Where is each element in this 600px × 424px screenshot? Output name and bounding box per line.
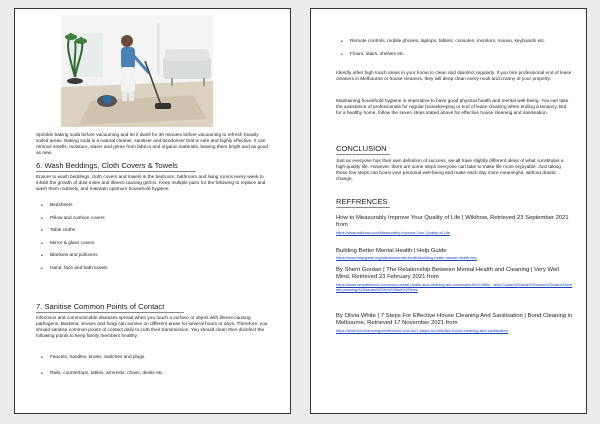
section-6-paragraph: Ensure to wash beddings, cloth covers and towels in the bedroom, bathroom and living rooms every week to inhibit the growth of dust mites and illness-causing germs. Keep multiple pairs for the following to replace and wash them routinely, and maintain optimum household hygiene. <box>36 175 266 193</box>
reference-link[interactable]: https://www.verywellmind.com/how-mental-health-and-cleaning-are-connected-5097496#:~:text=Clutter%20and%20mess%20can%20create,pressing%20issues%20in%20their%20lives <box>336 281 573 292</box>
list-item: • Rails, countertops, tables, armrests, chairs, desks etc. <box>36 371 272 377</box>
contact-points-list-continued <box>336 39 573 58</box>
list-item: • Remote controls, mobile phones, laptops, tablets, consoles, monitors, mouse, keyboards etc. <box>336 39 573 45</box>
list-item: • Mirror & glass covers <box>36 241 272 247</box>
reference-entry <box>336 215 573 235</box>
list-item: • Faucets, handles, knobs, switches and plugs. <box>36 355 272 361</box>
section-6-heading: 6. Wash Beddings, Cloth Covers & Towels <box>36 161 196 172</box>
section-6-list <box>36 203 272 272</box>
left-page <box>14 8 291 414</box>
right-page <box>310 8 587 414</box>
high-touch-paragraph: Identify other high touch areas in your home to clean and disinfect regularly. If you hire professional end of lease cleaners in Melbourne or house cleaners, they will deep clean every nook and cranny of your property. <box>336 71 572 83</box>
reference-link[interactable]: https://www.helpguide.org/articles/mental-health/building-better-mental-health.htm <box>336 255 477 261</box>
reference-title: How to Measurably Improve Your Quality of Life | Wikihow, Retrieved 23 September 2021 from <box>336 215 569 229</box>
reference-entry <box>336 267 573 292</box>
reference-title: By Sherri Gordan | The Relationship Between Mental Health and Cleaning | Very Well Mind, Retrieved 23 February 2021 from <box>336 267 559 281</box>
conclusion-heading: CONCLUSION <box>336 144 390 155</box>
reference-link[interactable]: https://www.wikihow.com/Measurably-Improve-Your-Quality-of-Life <box>336 229 451 235</box>
reference-entry <box>336 313 573 333</box>
list-item: • Blankets and pullovers <box>36 253 272 259</box>
list-item: • Table cloths <box>36 228 272 234</box>
reference-title: Building Better Mental Health | Help Guide <box>336 248 447 254</box>
reference-link[interactable]: https://www.bondcleaninginmelbourne.com.au/7-steps-for-effective-house-cleaning-and-sanitisation/ <box>336 327 509 333</box>
conclusion-paragraph: Just as everyone has their own definition of success, we all have slightly different ideas of what constitutes a high-quality life. However, there are some steps everyone can take to make life more enjoyable. Just taking these few steps can boost your personal well-being and make each day more meaningful, without drastic change. <box>336 159 564 183</box>
reference-entry <box>336 248 573 260</box>
section-7-paragraph: Infectious and communicable diseases spread when you touch a surface or object with illness-causing pathogens. Bacteria, viruses and fungi can survive on different areas for several hours or days. Therefore, you should sanitise common points of contact daily to curb their transmission. You should clean then disinfect the following points to keep family members healthy. <box>36 316 268 340</box>
section-7-heading: 7. Sanitise Common Points of Contact <box>36 302 184 313</box>
section-7-list <box>36 355 272 377</box>
intro-paragraph: Sprinkle baking soda before vacuuming and let it dwell for 30 minutes before vacuuming to refresh heavily soiled areas. Baking soda is a natural cleaner, sanitiser and deodoriser that is safe and highly effective. It can remove smells, moisture, stains and grime from fabrics and organic materials, leaving them bright and as good as new. <box>36 133 269 157</box>
list-item: • Pillow and cushion covers <box>36 216 272 222</box>
list-item: • Floors, stairs, shelves etc. <box>336 52 573 58</box>
references-heading: REFFRENCES <box>336 197 390 208</box>
list-item: • Bedsheets <box>36 203 272 209</box>
hygiene-paragraph: Maintaining household hygiene is imperative to have good physical health and mental well-being. You can take the assistance of professionals for regular housekeeping or end of lease cleaning when ending a tenancy. But for a healthy home, follow the seven steps stated above for effective house cleaning and sanitisation. <box>336 99 569 117</box>
reference-title: By Olivia White | 7 Steps For Effective House Cleaning And Sanitisation | Bond Cleaning in Melbourne, Retrieved 17 November 2021 from <box>336 313 573 327</box>
list-item: • Hand, face and bath towels <box>36 266 272 272</box>
